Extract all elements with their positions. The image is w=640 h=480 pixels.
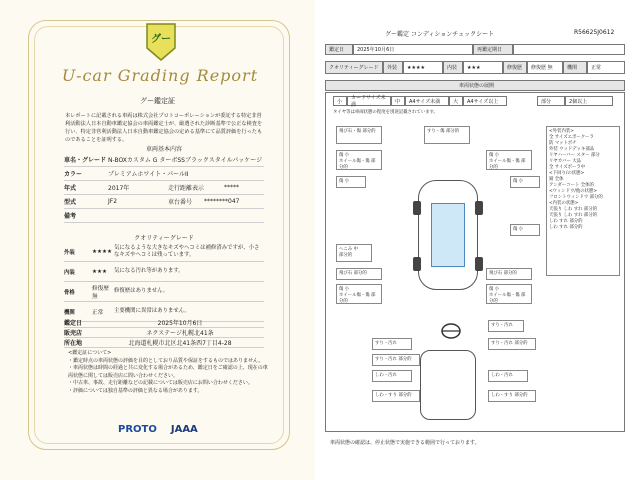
jaaa-logo: JAAA xyxy=(170,424,198,435)
damage-label: へこみ 中 部分的 xyxy=(336,244,372,262)
damage-label: 傷 小 ホイール傷・傷 部分的 xyxy=(486,284,532,304)
report-title: U-car Grading Report xyxy=(61,66,259,85)
grade-row: 外装 ★★★★ 気になるような大きなキズやヘコミは補修済みですが、小さなキズやヘコミは残っています。 xyxy=(64,242,264,262)
repair-label: 修復歴 xyxy=(503,61,527,74)
damage-label: しわ・すり 部分的 xyxy=(488,390,536,402)
int-label: 内装 xyxy=(443,61,463,74)
size-cell: A4サイズ未満 xyxy=(405,96,449,106)
info-table xyxy=(64,318,264,348)
info-row: 販売店 ネクステージ札幌北41条 xyxy=(64,328,264,338)
size-cell: 大 xyxy=(449,96,463,106)
certificate-panel xyxy=(0,0,315,480)
vehicle-row: 備考 xyxy=(64,209,264,223)
car-roof-glass xyxy=(431,203,465,267)
damage-label: 傷 小 xyxy=(336,176,366,188)
intro-text: 本レポートに記載される車両は株式会社プロトコーポレーションが委託する特定非営利活動法人日本自動車鑑定協会の車両鑑定士が、厳選された診断基準で公正な検査を行い、特定非営利活動法人日本自動車鑑定協会の定める基準にて品質評価を行ったものであることを証明する。 xyxy=(65,113,263,143)
wheel-icon xyxy=(413,201,421,215)
legend-note: タイヤ等は車両状態の程度を別途記載されています。 xyxy=(333,110,438,115)
grade-row: 内装 ★★★ 気になる汚れ等があります。 xyxy=(64,262,264,282)
vehicle-row: 年式 2017年 走行距離表示 ***** xyxy=(64,181,264,195)
damage-label: 傷 小 ホイール傷・傷 部分的 xyxy=(486,150,532,170)
damage-label: すり・傷 部分的 xyxy=(424,126,470,144)
quality-label: クオリティーグレード xyxy=(325,61,383,74)
ext-label: 外装 xyxy=(383,61,403,74)
vehicle-table xyxy=(64,144,264,223)
damage-label: すり・汚れ 部分的 xyxy=(488,338,536,350)
damage-label: 飛び石・傷 部分的 xyxy=(336,126,382,144)
grade-row: 骨格 修復歴 無 修復歴はありません。 xyxy=(64,282,264,302)
recheck-label: 再鑑定期日 xyxy=(473,44,513,55)
status-heading: 車両状態の展開 xyxy=(325,80,625,91)
goo-badge-icon xyxy=(145,22,177,62)
size-cell: A4サイズ以上 xyxy=(463,96,507,106)
date-label: 鑑定日 xyxy=(325,44,353,55)
repair-value: 修復歴 無 xyxy=(527,61,563,74)
notes-text: <鑑定証について> ・鑑定時点の車両状態の評価を目的としており品質や保証をするものではありません。 ・車両状態は時間の経過と共に変化する場合があるため、鑑定日をご確認の上、現在の車両状態に関しては販売店に問い合わせください。 ・中古車、事故、走行距離などの記載については販売店にお問い合わせください。 ・評価については独自基準の評価と異なる場合があります。 xyxy=(68,350,268,394)
recheck-value xyxy=(513,44,625,55)
vehicle-row: 車名・グレード N-BOXカスタム G ターボSSブラックスタイルパッケージ xyxy=(64,153,264,167)
date-value: 2025年10月6日 xyxy=(353,44,473,55)
check-code: R56625J0612 xyxy=(574,29,615,36)
damage-label: 飛び石 部分的 xyxy=(336,268,382,280)
proto-logo: PROTO xyxy=(118,424,157,435)
check-footer: 車両状態の確認は、停止状態で実施できる範囲で行っております。 xyxy=(330,440,480,446)
condition-list: <外装内装> 全 サイズエボークーラ 防 マットボチ 外装 ウッドデッキ部品 リヤハーバー スター 部分 リヤカバー 大品 全 サイズボーラ中 <下回り/の状態> 錆 全体 アンダーコート 全体的 <ウィンドウ/他の状態> フロントウィンドウ 部分的 <内装の状態> 天張り しわ すれ 部分的 天張り しわ すれ 部分的 しわ すれ 部分的 しわ すれ 部分的 xyxy=(546,126,620,276)
info-row: 所在地 北海道札幌市北区北41条西7丁目4-28 xyxy=(64,338,264,348)
damage-label: しわ・汚れ xyxy=(488,370,528,382)
car-top-view xyxy=(418,180,478,290)
damage-label: 傷 小 xyxy=(510,176,540,188)
steering-wheel-icon xyxy=(440,322,462,340)
damage-label: すり・汚れ xyxy=(488,320,524,332)
parts-value: 2個以上 xyxy=(565,96,613,106)
damage-label: 傷 小 xyxy=(510,224,540,236)
grade-row: 機関 正常 主要機関に異常はありません。 xyxy=(64,302,264,322)
damage-label: 飛び石 部分的 xyxy=(486,268,532,280)
wheel-icon xyxy=(413,257,421,271)
wheel-icon xyxy=(475,201,483,215)
vehicle-row: カラー プレミアムホワイト・パールII xyxy=(64,167,264,181)
report-subtitle: グー鑑定証 xyxy=(140,97,175,105)
vehicle-row: 型式 JF2 車台番号 ********047 xyxy=(64,195,264,209)
grade-table xyxy=(64,233,264,322)
damage-label: すり・汚れ 部分的 xyxy=(372,354,420,366)
logos xyxy=(118,424,198,435)
car-interior-view xyxy=(420,350,476,420)
engine-value: 正常 xyxy=(587,61,625,74)
size-cell: 小 xyxy=(333,96,347,106)
size-cell: 中 xyxy=(391,96,405,106)
damage-label: 傷 小 ホイール傷・傷 部分的 xyxy=(336,150,382,170)
wheel-icon xyxy=(475,257,483,271)
damage-label: すり・汚れ xyxy=(372,338,412,350)
svg-text:グー: グー xyxy=(151,34,171,45)
vehicle-heading: 車両基本内容 xyxy=(145,146,182,153)
parts-label: 部分 xyxy=(537,96,565,106)
grade-heading: クオリティーグレード xyxy=(134,235,194,242)
damage-label: しわ・すり 部分的 xyxy=(372,390,420,402)
engine-label: 機関 xyxy=(563,61,587,74)
info-row: 鑑定日 2025年10月6日 xyxy=(64,318,264,328)
damage-label: しわ・汚れ xyxy=(372,370,412,382)
int-stars: ★★★ xyxy=(463,61,503,74)
damage-label: 傷 小 ホイール傷・傷 部分的 xyxy=(336,284,382,304)
size-cell: カードサイズ未満 xyxy=(347,96,391,106)
ext-stars: ★★★★ xyxy=(403,61,443,74)
check-title: グー鑑定 コンディションチェックシート xyxy=(385,31,495,38)
